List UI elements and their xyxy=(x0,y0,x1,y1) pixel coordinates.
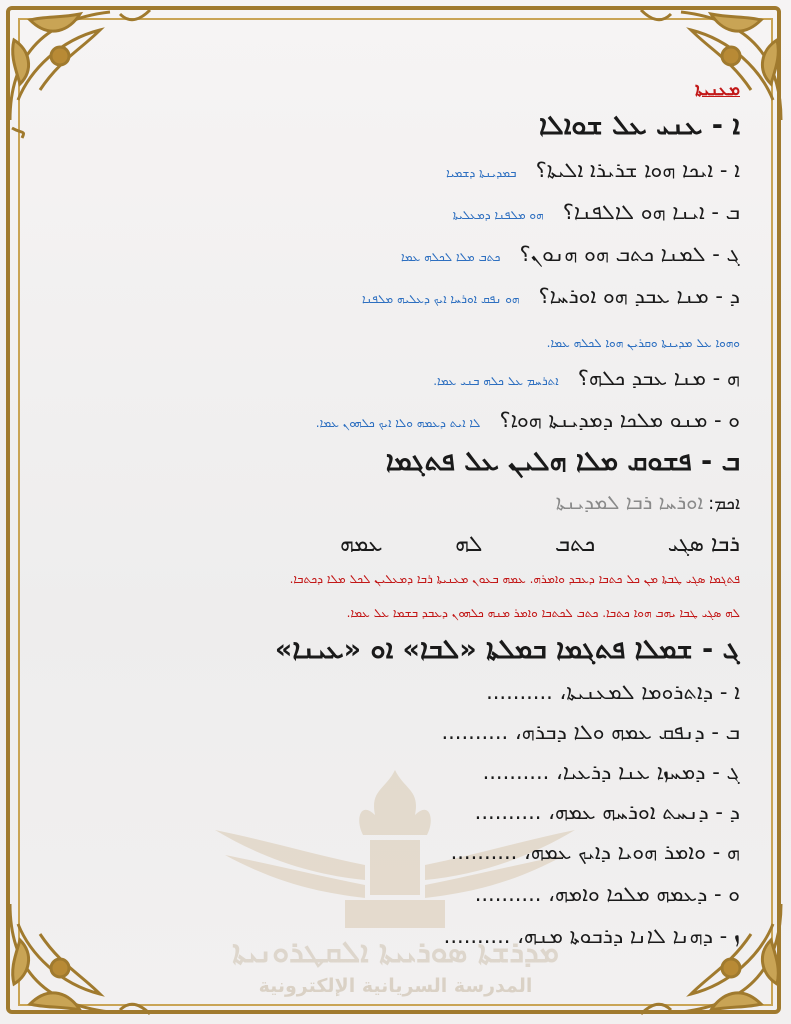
question-row xyxy=(446,158,740,183)
answer-text: ܗܘ ܢܦܩ ܐܘܪܚܐ ܐܝܟ ܕܥܠܝܗ ܡܠܦܢܐ xyxy=(362,292,520,306)
question-text: ܗ - ܡܢܐ ܥܒܕ ܟܠܗ؟ xyxy=(577,366,740,390)
answer-text: ܠܐ ܐܝܬ ܕܥܡܗ ܘܠܐ ܐܝܟ ܟܠܗܘܢ ܥܡܐ. xyxy=(315,416,481,430)
section1-heading: ܐ - ܥܢܝ ܥܠ ܫܘܐܠܐ xyxy=(539,110,740,141)
red-answer-line: ܦܬܓܡܐ ܣܓܝ ܛܒܬܐ ܡܢ ܟܠ ܟܬܒܐ ܕܥܒܕ ܘܐܡܪܗ. ܥܡܗ ܒܥܘܢ ܡܥܢܝܬܐ ܪܒܐ ܕܡܥܠܝܢ ܠܟܠ ܡܠܐ ܕܟܬܒܐ. xyxy=(289,572,740,586)
answer-text: ܟܬܒ ܡܠܐ ܠܟܠܗ ܥܡܐ xyxy=(401,250,501,264)
red-answer-line: ܠܗ ܣܓܝ ܛܒܐ ܝܗܒ ܗܘܐ ܟܬܒܐ. ܟܬܒ ܠܟܬܒܐ ܘܐܡܪ ܡܢܗ ܟܠܗܘܢ ܕܥܒܕ ܒܫܡܐ ܥܠ ܥܡܐ. xyxy=(346,606,740,620)
question-text: ܐ - ܐܝܟܐ ܗܘܐ ܫܪܝܪܐ ܐܠܝܬܐ؟ xyxy=(535,158,740,182)
question-row xyxy=(362,284,740,309)
fill-blank-item: ܘ - ܕܥܡܗ ܡܠܟܐ ܘܐܡܗ، .......... xyxy=(474,882,740,906)
fill-blank-item: ܗ - ܘܐܡܪ ܗܘܝܐ ܕܐܝܟ ܥܡܗ، .......... xyxy=(450,840,740,864)
word-bank xyxy=(340,532,740,557)
fill-blank-item: ܐ - ܕܐܬܪܘܡܐ ܠܡܥܢܝܬܐ، .......... xyxy=(486,680,740,704)
answer-continuation: ܘܗܘܐ ܥܠ ܡܕܝܢܬܐ ܘܩܪܝܢ ܗܘܐ ܠܟܠܗ ܥܡܐ. xyxy=(546,336,740,350)
question-row xyxy=(316,408,740,433)
fill-blank-item: ܓ - ܕܡܚܙܐ ܥܢܐ ܕܪܥܝܐ، .......... xyxy=(482,760,740,784)
word-item: ܥܡܗ xyxy=(340,532,383,557)
question-row xyxy=(453,200,740,225)
question-row xyxy=(401,242,740,267)
word-item: ܟܬܒ xyxy=(555,532,596,557)
word-item: ܠܗ xyxy=(455,532,483,557)
ornament-corner-icon xyxy=(0,0,160,140)
fill-blank-item: ܒ - ܕܢܦܩ ܥܡܗ ܘܠܐ ܕܒܪܗ، .......... xyxy=(441,720,740,744)
answer-text: ܗܘ ܡܠܦܢܐ ܕܡܥܠܝܬܐ xyxy=(452,208,544,222)
watermark-syriac-text: ܡܕܪܫܬܐ ܣܘܪܝܝܬܐ ܐܠܩܛܪܘܢܝܬܐ xyxy=(232,935,559,970)
question-text: ܓ - ܠܡܢܐ ܟܬܒ ܗܘ ܗܢܘܢ؟ xyxy=(519,242,740,266)
example-label: ܐܟܡ: xyxy=(708,493,740,514)
question-text: ܘ - ܡܢܘ ܡܠܟܐ ܕܡܕܝܢܬܐ ܗܘܐ؟ xyxy=(499,408,740,432)
answer-text: ܐܬܪܚܡ ܥܠ ܟܠܗ ܒܢܝ ܥܡܐ. xyxy=(433,374,559,388)
watermark-arabic-text: المدرسة السريانية الإلكترونية xyxy=(258,975,533,997)
section3-heading: ܓ - ܫܡܠܐ ܦܬܓܡܐ ܒܡܠܬܐ «ܠܒܐ» ܐܘ «ܥܝܢܐ» xyxy=(274,634,740,665)
answer-text: ܒܡܕܝܢܬܐ ܕܫܡܝܐ xyxy=(446,166,517,180)
question-row xyxy=(433,366,740,391)
fill-blank-item: ܕ - ܕܢܚܬ ܐܘܪܚܗ ܥܡܗ، .......... xyxy=(474,800,740,824)
question-text: ܕ - ܡܢܐ ܥܒܕ ܗܘ ܐܘܪܚܐ؟ xyxy=(538,284,740,308)
example-text: ܐܘܪܚܐ ܪܒܐ ܠܡܕܝܢܬܐ xyxy=(555,490,704,514)
question-text: ܒ - ܐܝܢܐ ܗܘ ܠܐܠܦܢܐ؟ xyxy=(562,200,740,224)
example-row xyxy=(556,490,740,514)
word-item: ܪܒܐ ܣܓܝ xyxy=(667,532,740,557)
page-title: ܡܥܢܝܬܐ xyxy=(695,80,740,100)
fill-blank-item: ܙ - ܕܗܢܐ ܠܐܢܐ ܕܪܒܘܬܐ ܡܢܗ، .......... xyxy=(443,924,740,948)
section2-heading: ܒ - ܦܫܘܩ ܡܠܐ ܗܠܝܢ ܥܠ ܦܬܓܡܐ xyxy=(385,446,740,477)
